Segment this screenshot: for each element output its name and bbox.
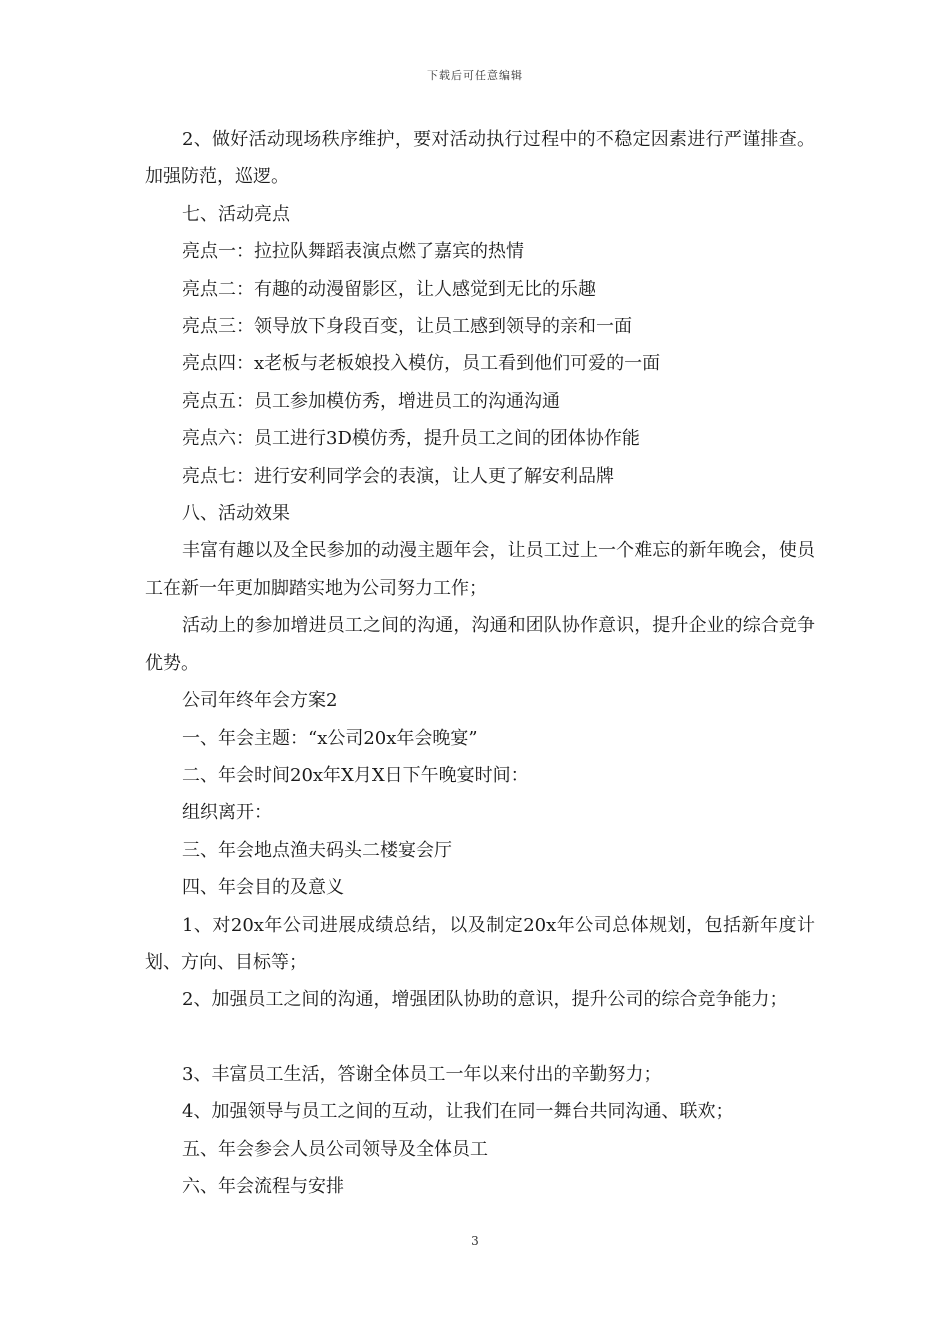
section-heading: 六、年会流程与安排 (182, 1175, 344, 1197)
paragraph: 活动上的参加增进员工之间的沟通，沟通和团队协作意识，提升企业的综合竞争优势。 (145, 615, 815, 674)
section-heading: 三、年会地点渔夫码头二楼宴会厅 (182, 839, 452, 861)
paragraph: 3、丰富员工生活，答谢全体员工一年以来付出的辛勤努力； (182, 1063, 662, 1085)
list-item: 亮点四：x老板与老板娘投入模仿，员工看到他们可爱的一面 (182, 353, 661, 375)
paragraph: 丰富有趣以及全民参加的动漫主题年会，让员工过上一个难忘的新年晚会，使员工在新一年更加脚踏实地为公司努力工作； (145, 540, 815, 599)
section-heading: 七、活动亮点 (182, 203, 290, 225)
list-item: 亮点二：有趣的动漫留影区，让人感觉到无比的乐趣 (182, 278, 596, 300)
list-item: 亮点六：员工进行3D模仿秀，提升员工之间的团体协作能 (182, 428, 640, 450)
page-number: 3 (471, 1234, 479, 1248)
section-heading: 五、年会参会人员公司领导及全体员工 (182, 1138, 488, 1160)
paragraph: 1、对20x年公司进展成绩总结，以及制定20x年公司总体规划，包括新年度计划、方向、目标等； (145, 914, 815, 973)
list-item: 亮点五：员工参加模仿秀，增进员工的沟通沟通 (182, 390, 560, 412)
list-item: 亮点三：领导放下身段百变，让员工感到领导的亲和一面 (182, 316, 632, 338)
document-subtitle: 公司年终年会方案2 (182, 690, 338, 712)
document-body (145, 121, 815, 1205)
list-item: 亮点一：拉拉队舞蹈表演点燃了嘉宾的热情 (182, 241, 524, 263)
list-item: 亮点七：进行安利同学会的表演，让人更了解安利品牌 (182, 465, 614, 487)
paragraph: 2、加强员工之间的沟通，增强团队协助的意识，提升公司的综合竞争能力； (182, 989, 788, 1011)
section-heading: 四、年会目的及意义 (182, 877, 344, 899)
section-heading: 一、年会主题：“x公司20x年会晚宴” (182, 727, 478, 749)
section-heading: 八、活动效果 (182, 503, 290, 525)
section-heading: 二、年会时间20x年X月X日下午晚宴时间： (182, 764, 529, 786)
paragraph: 组织离开： (182, 802, 272, 824)
paragraph: 4、加强领导与员工之间的互动，让我们在同一舞台共同沟通、联欢； (182, 1101, 734, 1123)
page-header-note: 下载后可任意编辑 (427, 69, 523, 82)
paragraph: 2、做好活动现场秩序维护，要对活动执行过程中的不稳定因素进行严谨排查。加强防范，巡逻。 (145, 129, 815, 188)
